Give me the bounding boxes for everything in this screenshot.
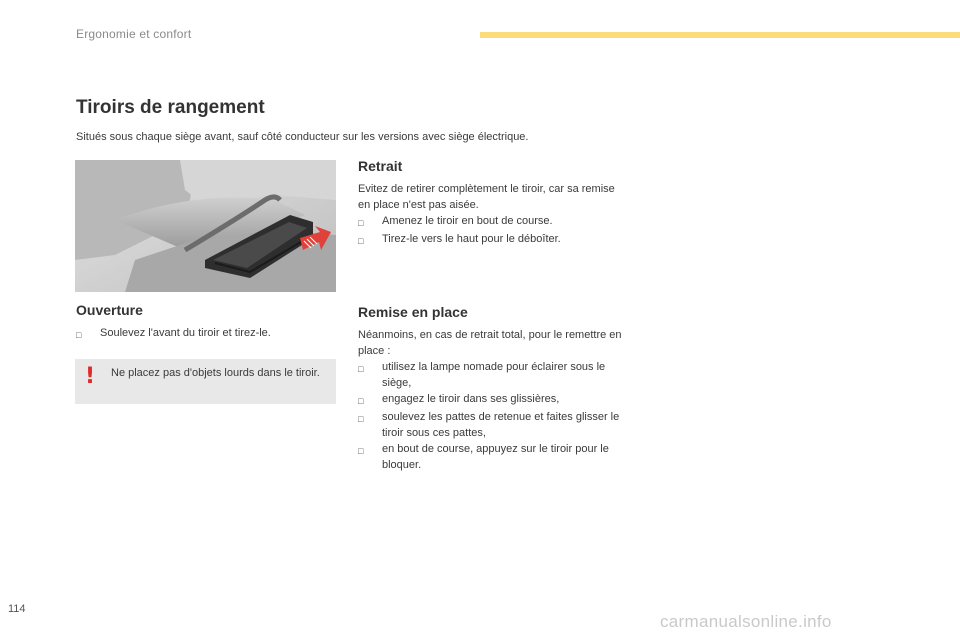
section-header: Ergonomie et confort bbox=[76, 27, 192, 41]
remise-lead: Néanmoins, en cas de retrait total, pour le remettre en place : bbox=[358, 329, 622, 357]
warning-box bbox=[75, 359, 336, 404]
retrait-lead: Evitez de retirer complètement le tiroir, car sa remise en place n'est pas aisée. bbox=[358, 183, 615, 211]
page-number: 114 bbox=[8, 603, 26, 615]
list-item: □ utilisez la lampe nomade pour éclairer sous le siège, bbox=[358, 361, 606, 389]
list-item: □ soulevez les pattes de retenue et faites glisser le tiroir sous ces pattes, bbox=[358, 411, 620, 439]
square-bullet-icon: □ bbox=[358, 364, 364, 374]
square-bullet-icon: □ bbox=[358, 236, 364, 246]
square-bullet-icon: □ bbox=[358, 396, 364, 406]
list-item: □ Soulevez l'avant du tiroir et tirez-le. bbox=[76, 325, 336, 343]
ouverture-list bbox=[76, 325, 336, 343]
remise-body bbox=[358, 327, 628, 473]
remise-heading: Remise en place bbox=[358, 304, 468, 320]
list-item: □ Tirez-le vers le haut pour le déboîter. bbox=[358, 231, 628, 249]
square-bullet-icon: □ bbox=[358, 414, 364, 424]
ouverture-heading: Ouverture bbox=[76, 302, 143, 318]
page-title: Tiroirs de rangement bbox=[76, 97, 265, 118]
retrait-body bbox=[358, 181, 628, 249]
list-item: □ en bout de course, appuyez sur le tiroir pour le bloquer. bbox=[358, 443, 609, 471]
square-bullet-icon: □ bbox=[358, 218, 364, 228]
seat-drawer-photo bbox=[75, 160, 336, 292]
watermark: carmanualsonline.info bbox=[660, 612, 832, 631]
square-bullet-icon: □ bbox=[358, 446, 364, 456]
list-item: □ engagez le tiroir dans ses glissières, bbox=[358, 391, 628, 409]
list-item: □ Amenez le tiroir en bout de course. bbox=[358, 213, 628, 231]
intro-text: Situés sous chaque siège avant, sauf côté conducteur sur les versions avec siège électrique. bbox=[76, 131, 529, 143]
square-bullet-icon: □ bbox=[76, 330, 82, 340]
warning-text: Ne placez pas d'objets lourds dans le tiroir. bbox=[111, 367, 320, 379]
seat-drawer-illustration bbox=[75, 160, 336, 292]
header-accent-bar bbox=[480, 32, 960, 38]
retrait-heading: Retrait bbox=[358, 158, 403, 174]
warning-icon: ! bbox=[85, 364, 96, 389]
